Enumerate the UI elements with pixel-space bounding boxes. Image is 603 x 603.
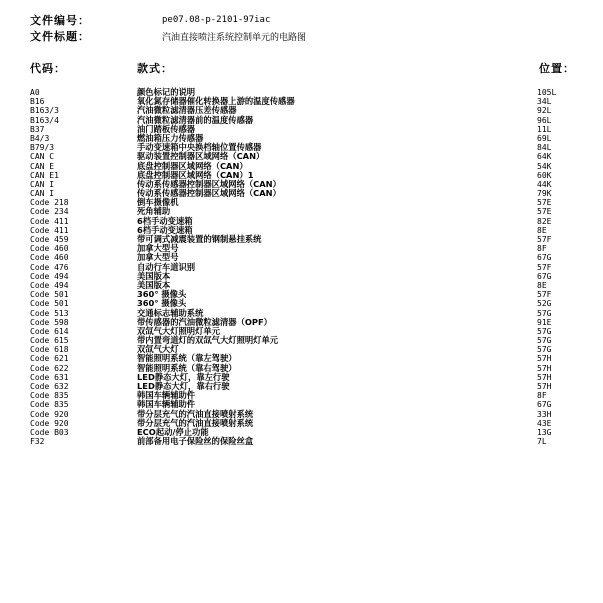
row-code: B37 — [30, 124, 45, 134]
row-code: Code 476 — [30, 262, 69, 272]
row-pos: 67G — [537, 271, 552, 281]
row-code: Code 218 — [30, 198, 69, 208]
row-desc: 带传感器的汽油微粒滤清器（OPF） — [137, 316, 272, 327]
row-desc: 底盘控制器区域网络（CAN） — [137, 160, 248, 171]
table-row — [30, 336, 575, 345]
row-code: CAN E1 — [30, 170, 59, 180]
table-row — [30, 309, 575, 318]
row-pos: 64K — [537, 152, 552, 162]
row-pos: 84L — [537, 143, 552, 153]
row-desc: 带可调式减震装置的钢制悬挂系统 — [137, 234, 262, 244]
row-code: CAN C — [30, 152, 55, 162]
row-pos: 57F — [537, 262, 552, 272]
table-row — [30, 364, 575, 373]
row-pos: 8F — [537, 244, 547, 254]
row-desc: 驱动装置控制器区域网络（CAN） — [137, 151, 265, 162]
row-code: Code 460 — [30, 253, 69, 263]
row-pos: 91E — [537, 317, 552, 327]
row-desc: 汽油微粒滤清器压差传感器 — [137, 105, 237, 116]
table-row — [30, 299, 575, 308]
row-desc: 颜色标记的说明 — [137, 87, 196, 97]
table-row — [30, 354, 575, 363]
row-code: Code 501 — [30, 299, 69, 309]
row-desc: 韩国车辆辅助件 — [137, 390, 196, 401]
row-pos: 7L — [537, 437, 547, 447]
row-desc: 手动变速箱中央换档轴位置传感器 — [137, 142, 262, 153]
row-desc: LED静态大灯，靠左行驶 — [137, 371, 230, 382]
row-desc: 6档手动变速箱 — [137, 215, 193, 226]
table-row — [30, 281, 575, 290]
row-desc: 底盘控制器区域网络（CAN）1 — [137, 169, 254, 180]
table-row — [30, 318, 575, 327]
table-row — [30, 189, 575, 198]
table-row — [30, 152, 575, 161]
row-code: CAN E — [30, 161, 55, 171]
row-pos: 43E — [537, 418, 552, 428]
row-pos: 67G — [537, 400, 552, 410]
row-pos: 67G — [537, 253, 552, 263]
table-row — [30, 263, 575, 272]
row-code: Code 598 — [30, 317, 69, 327]
table-row — [30, 437, 575, 446]
row-code: Code 622 — [30, 363, 69, 373]
doc-title-value: 汽油直接喷注系统控制单元的电路图 — [162, 32, 307, 43]
table-row — [30, 217, 575, 226]
row-code: B79/3 — [30, 143, 55, 153]
row-pos: 54K — [537, 161, 552, 171]
row-desc: 传动系传感器控制器区域网络（CAN） — [137, 188, 281, 199]
row-pos: 34L — [537, 97, 552, 107]
table-body — [30, 88, 575, 446]
row-code: CAN I — [30, 189, 55, 199]
row-desc: 油门踏板传感器 — [137, 123, 196, 134]
row-desc: ECO起动/停止功能 — [137, 426, 209, 437]
row-pos: 92L — [537, 106, 552, 116]
table-row — [30, 207, 575, 216]
table-row — [30, 235, 575, 244]
table-row — [30, 125, 575, 134]
row-code: B163/4 — [30, 115, 59, 125]
row-code: B163/3 — [30, 106, 59, 116]
row-desc: 加拿大型号 — [137, 252, 179, 263]
header-pos: 位置： — [539, 62, 575, 75]
row-pos: 8E — [537, 225, 547, 235]
row-code: F32 — [30, 437, 45, 447]
row-desc: 智能照明系统（靠右驾驶） — [137, 362, 237, 373]
doc-number-value: pe07.08-p-2101-97iac — [162, 15, 271, 25]
row-desc: 韩国车辆辅助件 — [137, 399, 196, 410]
row-pos: 8F — [537, 391, 547, 401]
table-row — [30, 143, 575, 152]
row-desc: 死角辅助 — [137, 206, 171, 217]
table-row — [30, 88, 575, 97]
row-code: Code 920 — [30, 418, 69, 428]
row-desc: 美国版本 — [137, 279, 171, 290]
row-desc: 传动系传感器控制器区域网络（CAN） — [137, 178, 281, 189]
row-pos: 52G — [537, 299, 552, 309]
row-desc: 带分层充气的汽油直接喷射系统 — [137, 417, 254, 428]
row-pos: 57H — [537, 363, 552, 373]
row-desc: 带内置弯道灯的双氙气大灯照明灯单元 — [137, 335, 279, 346]
row-desc: 燃油箱压力传感器 — [137, 132, 204, 143]
row-desc: 双氙气大灯 — [137, 344, 179, 355]
row-desc: 360° 摄像头 — [137, 289, 187, 300]
row-pos: 57G — [537, 336, 552, 346]
row-desc: LED静态大灯，靠右行驶 — [137, 381, 230, 391]
table-row — [30, 373, 575, 382]
table-row — [30, 116, 575, 125]
table-row — [30, 134, 575, 143]
row-code: Code 513 — [30, 308, 69, 318]
row-code: Code 835 — [30, 391, 69, 401]
row-pos: 57F — [537, 235, 552, 244]
row-desc: 美国版本 — [137, 270, 171, 281]
row-pos: 57E — [537, 198, 552, 208]
table-row — [30, 198, 575, 207]
row-pos: 57H — [537, 354, 552, 364]
table-row — [30, 162, 575, 171]
row-code: Code 615 — [30, 336, 69, 346]
row-pos: 57G — [537, 345, 552, 355]
row-code: B4/3 — [30, 133, 50, 143]
row-pos: 69L — [537, 133, 552, 143]
row-code: Code 920 — [30, 409, 69, 419]
table-row — [30, 253, 575, 262]
row-pos: 13G — [537, 427, 552, 437]
row-pos: 79K — [537, 189, 552, 199]
row-desc: 交通标志辅助系统 — [137, 307, 204, 318]
table-row — [30, 327, 575, 336]
header-desc: 款式： — [137, 62, 173, 75]
row-code: B16 — [30, 97, 45, 107]
table-row — [30, 410, 575, 419]
table-row — [30, 272, 575, 281]
row-code: Code 835 — [30, 400, 69, 410]
doc-number-label: 文件编号： — [30, 14, 90, 27]
row-desc: 带分层充气的汽油直接喷射系统 — [137, 408, 254, 419]
doc-title-row — [30, 28, 590, 44]
row-desc: 双氙气大灯照明灯单元 — [137, 325, 220, 336]
row-desc: 智能照明系统（靠左驾驶） — [137, 353, 237, 364]
row-code: Code 234 — [30, 207, 69, 217]
row-pos: 96L — [537, 115, 552, 125]
row-pos: 57G — [537, 308, 552, 318]
table-row — [30, 345, 575, 354]
row-code: A0 — [30, 88, 40, 97]
doc-title-label: 文件标题： — [30, 30, 90, 43]
table-row — [30, 106, 575, 115]
table-row — [30, 226, 575, 235]
row-code: CAN I — [30, 179, 55, 189]
row-code: Code 411 — [30, 216, 69, 226]
row-pos: 60K — [537, 170, 552, 180]
row-pos: 44K — [537, 179, 552, 189]
doc-number-row — [30, 12, 590, 28]
row-pos: 57H — [537, 372, 552, 382]
table-row — [30, 97, 575, 106]
table-row — [30, 171, 575, 180]
table-row — [30, 428, 575, 437]
table-row — [30, 180, 575, 189]
row-code: Code 411 — [30, 225, 69, 235]
row-code: Code 501 — [30, 290, 69, 300]
row-desc: 倒车摄像机 — [137, 197, 179, 208]
row-desc: 氧化氮存储器催化转换器上游的温度传感器 — [137, 96, 295, 107]
row-code: Code 460 — [30, 244, 69, 254]
row-desc: 自动行车道识别 — [137, 261, 196, 272]
row-desc: 6档手动变速箱 — [137, 224, 193, 235]
row-code: Code 632 — [30, 382, 69, 391]
row-desc: 加拿大型号 — [137, 243, 179, 254]
table-row — [30, 391, 575, 400]
row-desc: 360° 摄像头 — [137, 298, 187, 309]
row-desc: 汽油微粒滤清器前的温度传感器 — [137, 114, 254, 125]
row-code: Code 614 — [30, 326, 69, 336]
table-row — [30, 419, 575, 428]
row-pos: 57E — [537, 207, 552, 217]
row-code: Code B03 — [30, 427, 69, 437]
row-pos: 33H — [537, 409, 552, 419]
row-pos: 57G — [537, 326, 552, 336]
row-pos: 8E — [537, 280, 547, 290]
row-pos: 105L — [537, 88, 557, 97]
table-row — [30, 290, 575, 299]
row-code: Code 494 — [30, 271, 69, 281]
table-row — [30, 244, 575, 253]
row-code: Code 459 — [30, 235, 69, 244]
header-code: 代码： — [30, 62, 66, 75]
row-pos: 82E — [537, 216, 552, 226]
row-code: Code 618 — [30, 345, 69, 355]
table-row — [30, 400, 575, 409]
table-row — [30, 382, 575, 391]
row-code: Code 631 — [30, 372, 69, 382]
row-code: Code 621 — [30, 354, 69, 364]
document-meta — [30, 12, 590, 44]
table-header — [30, 60, 575, 76]
row-desc: 前部备用电子保险丝的保险丝盒 — [137, 436, 254, 447]
row-pos: 57F — [537, 290, 552, 300]
row-pos: 11L — [537, 124, 552, 134]
row-code: Code 494 — [30, 280, 69, 290]
row-pos: 57H — [537, 382, 552, 391]
